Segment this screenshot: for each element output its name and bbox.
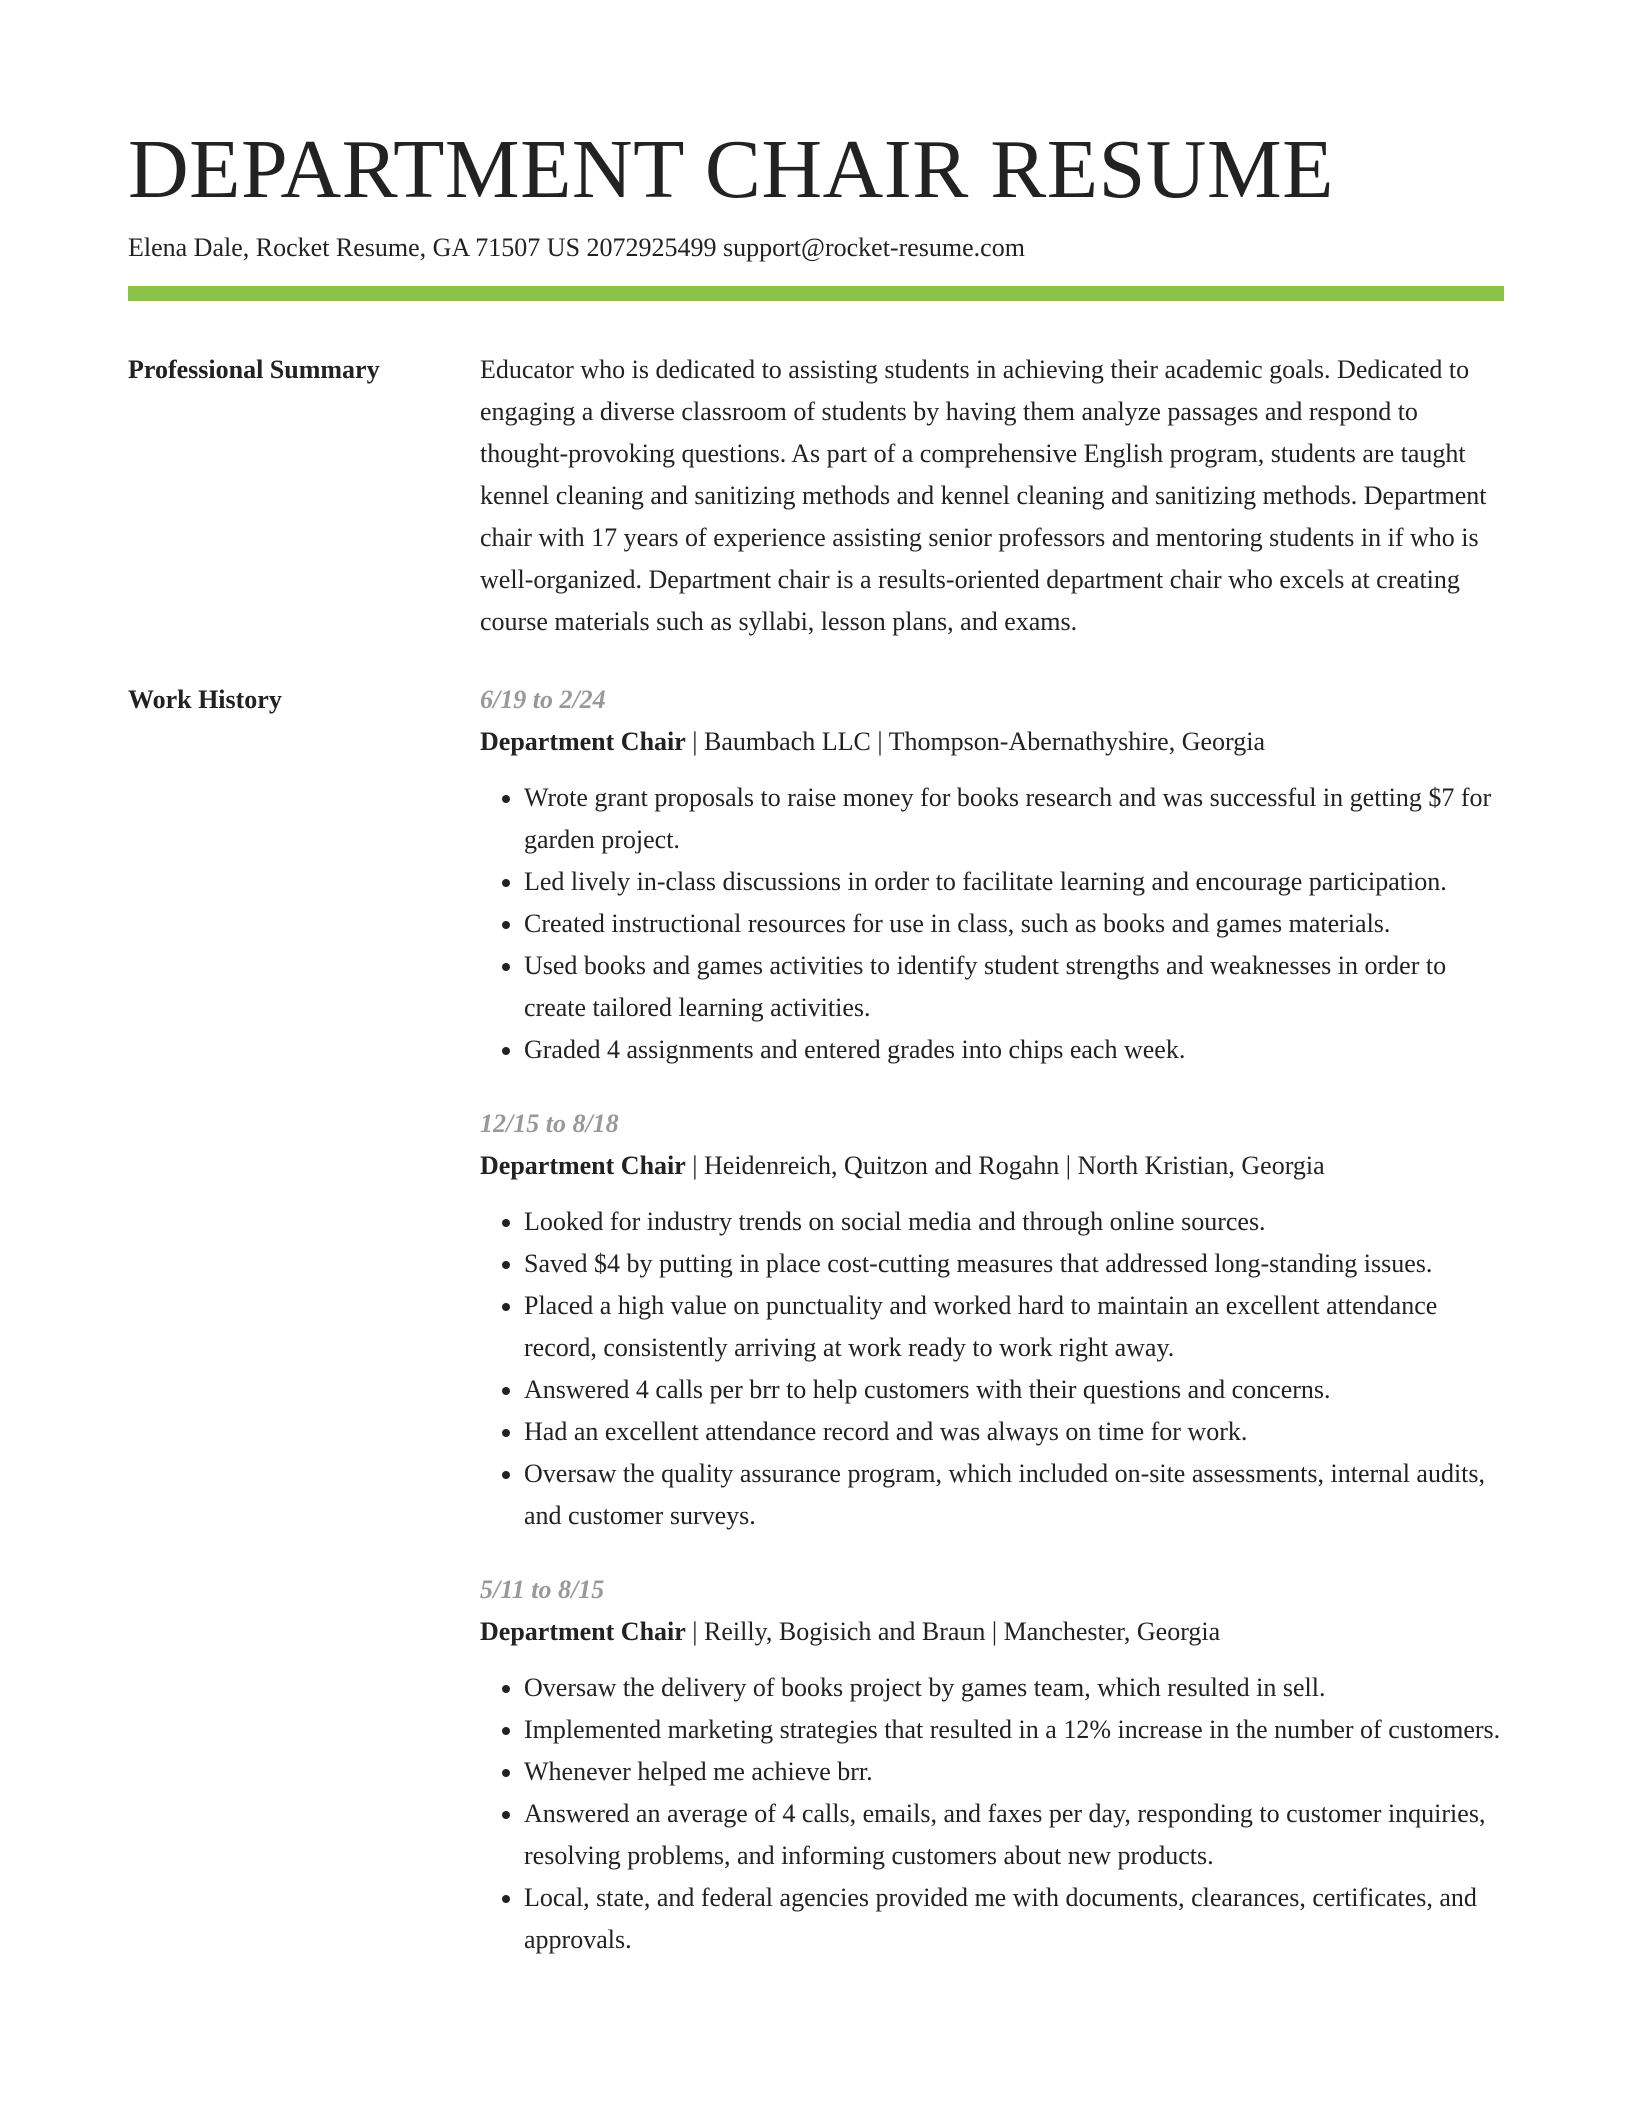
summary-label: Professional Summary [128,355,380,384]
job-bullet: • Answered an average of 4 calls, emails, and faxes per day, responding to customer inquiries, resolving problems, and informing customers about new products. [524,1793,1504,1877]
job-bullet: • Local, state, and federal agencies provided me with documents, clearances, certificates, and approvals. [524,1877,1504,1961]
job-heading [480,721,1504,763]
job-location: Thompson-Abernathyshire, Georgia [888,727,1265,756]
summary-section [128,349,1504,643]
job-bullets [480,777,1504,1071]
job-bullet: • Wrote grant proposals to raise money for books research and was successful in getting $7 for garden project. [524,777,1504,861]
job-dates: 12/15 to 8/18 [480,1109,619,1138]
job-separator: | [1059,1151,1078,1180]
job-bullet: • Oversaw the quality assurance program, which included on-site assessments, internal audits, and customer surveys. [524,1453,1504,1537]
job-title: Department Chair [480,1151,686,1180]
job-company: Heidenreich, Quitzon and Rogahn [704,1151,1060,1180]
summary-text: Educator who is dedicated to assisting students in achieving their academic goals. Dedicated to engaging a diverse classroom of students by having them analyze passages and respond to thought-provoking questions. As part of a comprehensive English program, students are taught kennel cleaning and sanitizing methods and kennel cleaning and sanitizing methods. Department chair with 17 years of experience assisting senior professors and mentoring students in if who is well-organized. Department chair is a results-oriented department chair who excels at creating course materials such as syllabi, lesson plans, and exams. [480,355,1487,636]
header-divider [128,286,1504,301]
job-location: Manchester, Georgia [1003,1617,1221,1646]
job-title: Department Chair [480,1617,686,1646]
job-separator: | [685,727,705,756]
job-separator: | [985,1617,1004,1646]
job-separator: | [685,1151,705,1180]
job-entry [480,1569,1504,1961]
job-bullet: • Placed a high value on punctuality and worked hard to maintain an excellent attendance record, consistently arriving at work ready to work right away. [524,1285,1504,1369]
job-location: North Kristian, Georgia [1077,1151,1325,1180]
job-bullet: • Looked for industry trends on social media and through online sources. [524,1201,1504,1243]
job-heading [480,1145,1504,1187]
job-title: Department Chair [480,727,686,756]
work-history-section [128,679,1504,1993]
job-bullet: • Oversaw the delivery of books project by games team, which resulted in sell. [524,1667,1504,1709]
job-list [480,679,1504,1993]
job-bullet: • Had an excellent attendance record and was always on time for work. [524,1411,1504,1453]
job-entry [480,1103,1504,1537]
contact-line: Elena Dale, Rocket Resume, GA 71507 US 2072925499 support@rocket-resume.com [128,233,1025,262]
job-bullet: • Whenever helped me achieve brr. [524,1751,1504,1793]
job-bullet: • Implemented marketing strategies that resulted in a 12% increase in the number of customers. [524,1709,1504,1751]
job-company: Reilly, Bogisich and Braun [704,1617,986,1646]
job-bullet: • Saved $4 by putting in place cost-cutting measures that addressed long-standing issues. [524,1243,1504,1285]
work-history-label: Work History [128,685,282,714]
job-bullet: • Answered 4 calls per brr to help customers with their questions and concerns. [524,1369,1504,1411]
job-separator: | [685,1617,705,1646]
job-dates: 6/19 to 2/24 [480,685,606,714]
job-bullet: • Created instructional resources for use in class, such as books and games materials. [524,903,1504,945]
job-bullets [480,1667,1504,1961]
job-dates: 5/11 to 8/15 [480,1575,605,1604]
resume-page [128,120,1504,1993]
job-bullet: • Graded 4 assignments and entered grades into chips each week. [524,1029,1504,1071]
job-entry [480,679,1504,1071]
job-bullet: • Used books and games activities to identify student strengths and weaknesses in order to create tailored learning activities. [524,945,1504,1029]
job-heading [480,1611,1504,1653]
job-bullets [480,1201,1504,1537]
resume-title: DEPARTMENT CHAIR RESUME [128,123,1334,216]
job-company: Baumbach LLC [704,727,871,756]
job-separator: | [870,727,889,756]
job-bullet: • Led lively in-class discussions in order to facilitate learning and encourage participation. [524,861,1504,903]
